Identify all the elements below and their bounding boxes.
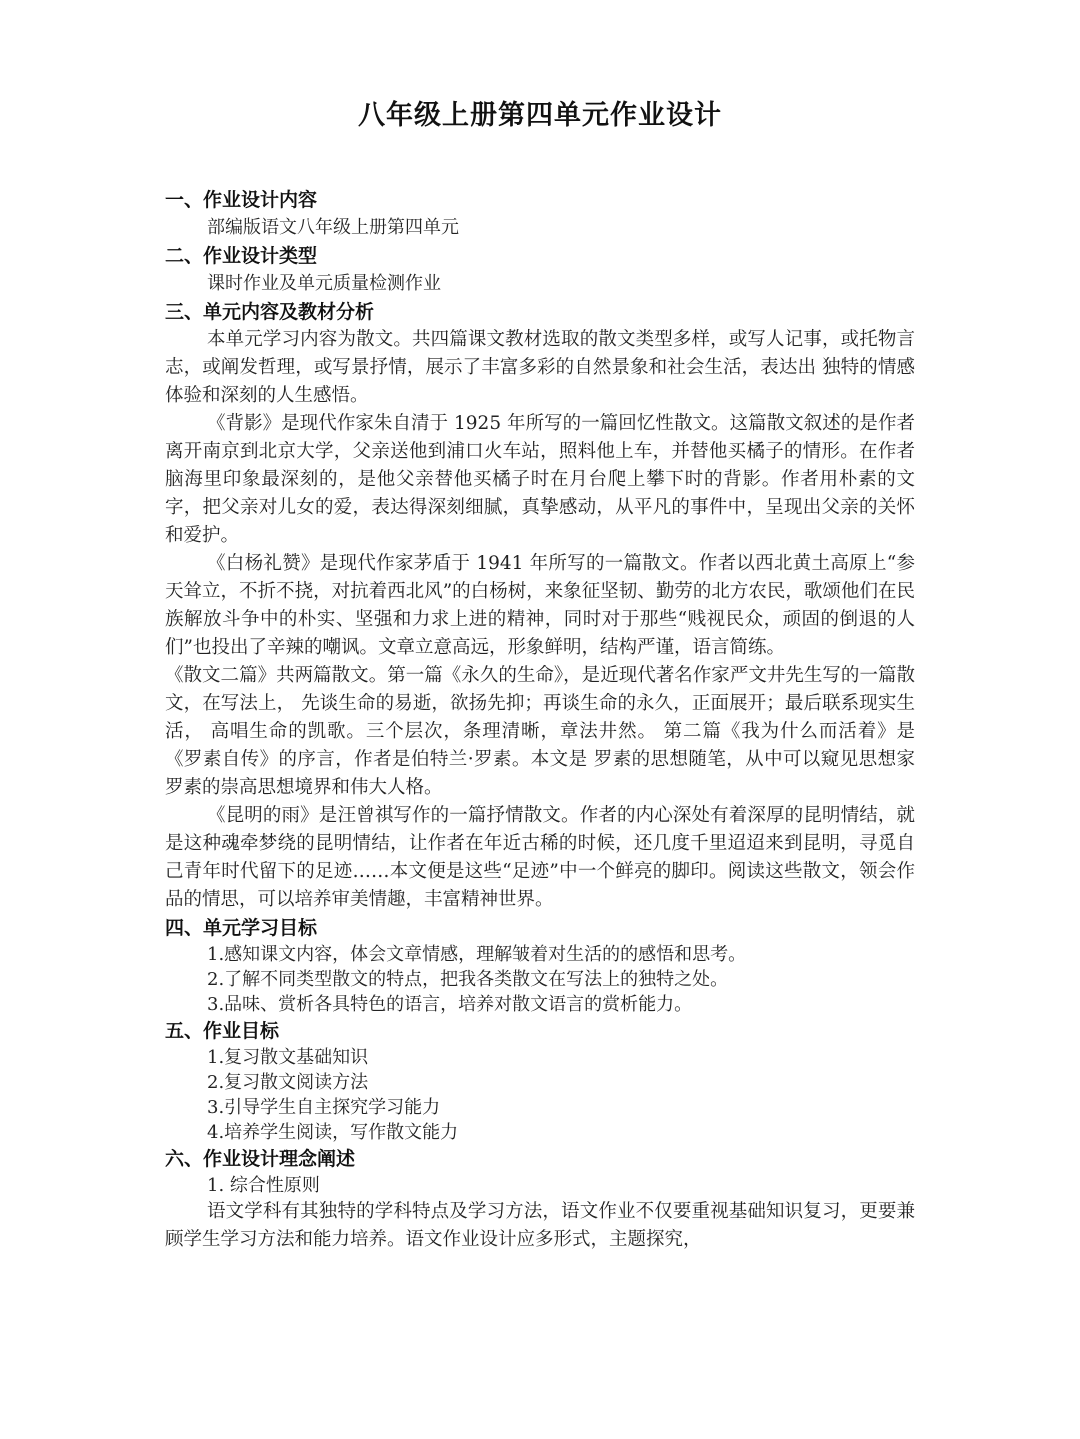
paragraph: 语文学科有其独特的学科特点及学习方法，语文作业不仅要重视基础知识复习，更要兼顾学生学习方法和能力培养。语文作业设计应多形式，主题探究， (165, 1201, 915, 1250)
section-heading: 二、作业设计类型 (165, 245, 318, 267)
section-philosophy (165, 1145, 915, 1254)
section-type (165, 242, 915, 298)
section-analysis (165, 298, 915, 914)
section-heading: 六、作业设计理念阐述 (165, 1148, 356, 1170)
list-item: 1. 综合性原则 (207, 1175, 320, 1196)
paragraph: 《白杨礼赞》是现代作家茅盾于 1941 年所写的一篇散文。作者以西北黄土高原上“参天耸立，不折不挠，对抗着西北风”的白杨树，来象征坚韧、勤劳的北方农民，歌颂他们在民族解放斗争中的朴实、坚强和力求上进的精神，同时对于那些“贱视民众，顽固的倒退的人们”也投出了辛辣的嘲讽。文章立意高远，形象鲜明，结构严谨，语言简练。 (165, 553, 915, 658)
section-text: 部编版语文八年级上册第四单元 (207, 217, 459, 238)
document-title: 八年级上册第四单元作业设计 (358, 100, 722, 131)
section-content (165, 186, 915, 242)
section-heading: 四、单元学习目标 (165, 917, 318, 939)
paragraph: 《散文二篇》共两篇散文。第一篇《永久的生命》，是近现代著名作家严文井先生写的一篇散文，在写法上， 先谈生命的易逝，欲扬先抑；再谈生命的永久，正面展开；最后联系现实生活， 高唱生命的凯歌。三个层次，条理清晰，章法井然。 第二篇《我为什么而活着》是《罗素自传》的序言，作者是伯特兰·罗素。本文是 罗素的思想随笔，从中可以窥见思想家罗素的崇高思想境界和伟大人格。 (165, 665, 915, 798)
paragraph: 《背影》是现代作家朱自清于 1925 年所写的一篇回忆性散文。这篇散文叙述的是作者离开南京到北京大学，父亲送他到浦口火车站，照料他上车，并替他买橘子的情形。在作者脑海里印象最深刻的，是他父亲替他买橘子时在月台爬上攀下时的背影。作者用朴素的文字，把父亲对儿女的爱，表达得深刻细腻，真挚感动，从平凡的事件中，呈现出父亲的关怀和爱护。 (165, 413, 915, 546)
section-text: 课时作业及单元质量检测作业 (207, 273, 441, 294)
list-item: 1.复习散文基础知识 (207, 1047, 369, 1068)
section-heading: 一、作业设计内容 (165, 189, 318, 211)
list-item: 2.复习散文阅读方法 (207, 1072, 369, 1093)
section-heading: 三、单元内容及教材分析 (165, 301, 375, 323)
section-goals (165, 914, 915, 1017)
section-homework-goals (165, 1017, 915, 1145)
list-item: 2.了解不同类型散文的特点，把我各类散文在写法上的独特之处。 (207, 969, 729, 990)
list-item: 3.引导学生自主探究学习能力 (207, 1097, 441, 1118)
paragraph: 《昆明的雨》是汪曾祺写作的一篇抒情散文。作者的内心深处有着深厚的昆明情结，就是这种魂牵梦绕的昆明情结，让作者在年近古稀的时候，还几度千里迢迢来到昆明，寻觅自己青年时代留下的足迹……本文便是这些“足迹”中一个鲜亮的脚印。阅读这些散文，领会作品的情思，可以培养审美情趣，丰富精神世界。 (165, 805, 915, 910)
section-heading: 五、作业目标 (165, 1020, 280, 1042)
list-item: 3.品味、赏析各具特色的语言，培养对散文语言的赏析能力。 (207, 994, 693, 1015)
list-item: 4.培养学生阅读，写作散文能力 (207, 1122, 459, 1143)
paragraph: 本单元学习内容为散文。共四篇课文教材选取的散文类型多样，或写人记事，或托物言 志，或阐发哲理，或写景抒情，展示了丰富多彩的自然景象和社会生活，表达出 独特的情感体验和深刻的人生感悟。 (165, 329, 915, 406)
list-item: 1.感知课文内容，体会文章情感，理解皱着对生活的的感悟和思考。 (207, 944, 747, 965)
